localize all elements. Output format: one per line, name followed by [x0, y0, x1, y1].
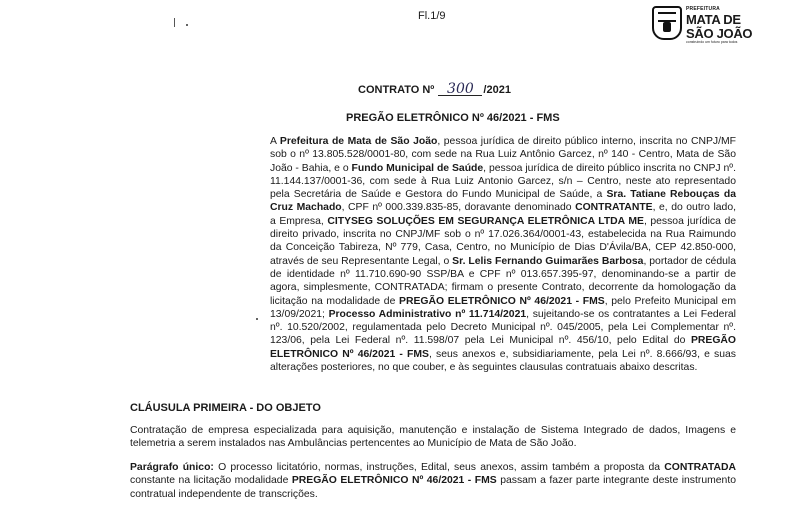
- contract-title: [358, 81, 511, 97]
- preamble-process-ref: Processo Administrativo nº 11.714/2021: [328, 308, 527, 320]
- preamble-secretary-name: Sra. Tatiane Rebouças da Cruz Machado: [270, 189, 736, 214]
- preamble-text: , pessoa jurídica de direito público inscrita no CNPJ nº. 11.144.137/0001-36, com sede à Rua Luiz Antonio Garcez, s/n – Centro, neste ato representado pela Secretária de Saúde e Gestora do Fundo Municipal de Saúde, a: [270, 162, 736, 201]
- preamble-text: , pessoa jurídica de direito privado, inscrita no CNPJ/MF sob o nº 17.026.364/0001-43, estabelecida na Rua Raimundo da Conceição Tabireza, Nº 779, Casa, Centro, no Município de Dias D'Ávila/BA, CEP 42.850-000, através de seu Representante Legal, o: [270, 215, 736, 267]
- sole-paragraph-tender-ref: PREGÃO ELETRÔNICO Nº 46/2021 - FMS: [291, 475, 497, 487]
- logo-name-line1: MATA DE: [686, 12, 741, 27]
- preamble-text: A: [270, 136, 280, 147]
- clause-heading: CLÁUSULA PRIMEIRA - DO OBJETO: [130, 402, 321, 414]
- sole-paragraph-text: constante na licitação modalidade: [130, 475, 292, 487]
- contract-number-handwritten: 300: [438, 84, 482, 96]
- scan-mark: [174, 18, 175, 27]
- clause-object-text: Contratação de empresa especializada para aquisição, manutenção e instalação de Sistema Integrado de dados, Imagens e telemetria a serem instalados nas Ambulâncias pertencentes ao Município de Mata de São João.: [130, 425, 736, 450]
- logo-prefix: PREFEITURA: [686, 6, 720, 12]
- sole-paragraph: [130, 461, 736, 501]
- sole-paragraph-text: O processo licitatório, normas, instruções, Edital, seus anexos, assim também a proposta da: [213, 462, 665, 473]
- preamble-party-municipality: Prefeitura de Mata de São João: [279, 136, 438, 147]
- municipality-logo: [652, 4, 780, 44]
- preamble-text: , seus anexos e, subsidiariamente, pela Lei nº. 8.666/93, e suas alterações posteriores, no que couber, e às seguintes clausulas contratuais abaixo descritas.: [270, 348, 736, 374]
- preamble-text: , sujeitando-se os contratantes a Lei Federal nº. 10.520/2002, regulamentada pelo Decreto Municipal nº. 045/2005, pela Lei Complementar nº. 123/06, pela Lei Federal nº. 11.598/07 pela Lei Municipal nº. 456/10, pelo Edital do: [270, 308, 736, 347]
- preamble-contratante: CONTRATANTE: [575, 202, 653, 214]
- preamble-party-health-fund: Fundo Municipal de Saúde: [351, 162, 484, 174]
- scan-dot: [186, 24, 188, 26]
- contract-title-year: /2021: [483, 84, 511, 96]
- preamble-representative-name: Sr. Lelis Fernando Guimarães Barbosa: [452, 255, 644, 267]
- logo-tagline: construindo um futuro para todos: [686, 40, 738, 44]
- preamble-text: , CPF nº 000.339.835-85, doravante denominado: [341, 202, 576, 214]
- preamble-company-name: CITYSEG SOLUÇÕES EM SEGURANÇA ELETRÔNICA LTDA ME: [327, 215, 644, 227]
- contract-title-prefix: CONTRATO Nº: [358, 84, 435, 96]
- preamble-text: , pelo Prefeito Municipal em 13/09/2021;: [270, 295, 736, 320]
- preamble-text: , e, do outro lado, a Empresa,: [270, 202, 736, 227]
- sole-paragraph-contratada: CONTRATADA: [664, 462, 736, 473]
- logo-name-line2: SÃO JOÃO: [686, 26, 753, 41]
- coat-of-arms-icon: [652, 6, 682, 40]
- scan-dot: [256, 318, 258, 320]
- sole-paragraph-text: passam a fazer parte integrante deste instrumento contratual independente de transcrições.: [130, 475, 736, 500]
- folio-number: Fl.1/9: [418, 10, 446, 22]
- sole-paragraph-label: Parágrafo único:: [130, 462, 214, 473]
- preamble-tender-ref: PREGÃO ELETRÔNICO Nº 46/2021 - FMS: [399, 295, 605, 307]
- preamble-text: , pessoa jurídica de direito público interno, inscrita no CNPJ/MF sob o nº 13.805.528/0001-80, com sede na Rua Luiz Antônio Garcez, nº 140 - Centro, Mata de São João - Bahia, e o: [270, 136, 736, 174]
- tender-subtitle: PREGÃO ELETRÔNICO Nº 46/2021 - FMS: [346, 112, 560, 124]
- preamble-paragraph: [270, 135, 736, 374]
- preamble-tender-ref: PREGÃO ELETRÔNICO Nº 46/2021 - FMS: [270, 335, 736, 360]
- preamble-text: , portador de cédula de identidade nº 11.710.690-90 SSP/BA e CPF nº 013.657.395-97, denominando-se a partir de agora, simplesmente, CONTRATADA; firmam o presente Contrato, decorrente da homologação da licitação na modalidade de: [270, 255, 736, 307]
